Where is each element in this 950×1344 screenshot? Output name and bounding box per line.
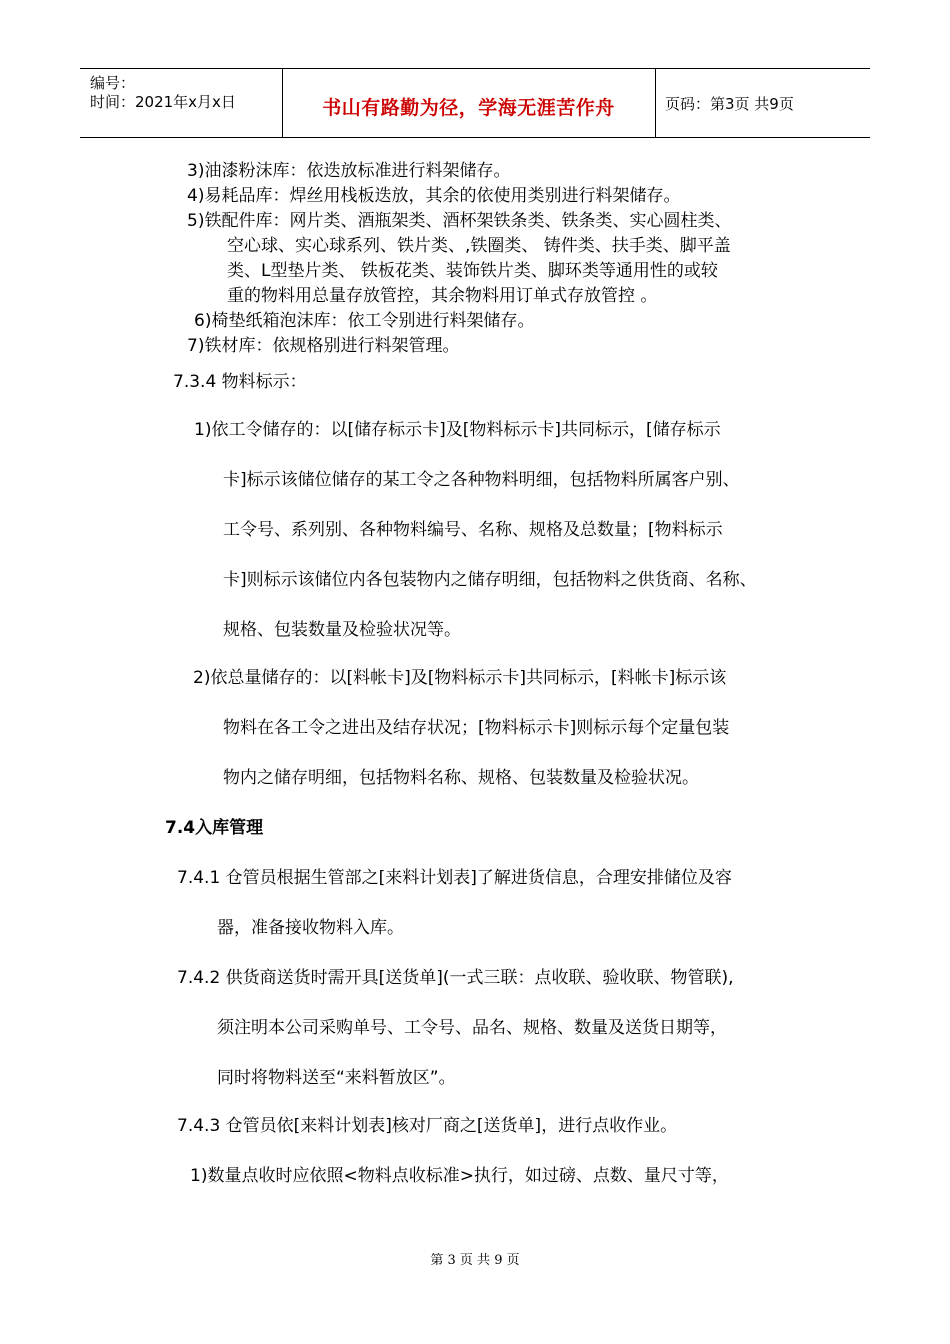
header-motto-cell	[282, 69, 656, 137]
text-line: 3)油漆粉沫库：依迭放标准进行料架储存。	[187, 161, 511, 181]
text-line: 类、L型垫片类、 铁板花类、装饰铁片类、脚环类等通用性的或较	[227, 261, 718, 281]
text-line: 1)数量点收时应依照<物料点收标准>执行，如过磅、点数、量尺寸等，	[190, 1166, 729, 1186]
header-table	[80, 68, 870, 138]
text-line: 5)铁配件库：网片类、酒瓶架类、酒杯架铁条类、铁条类、实心圆柱类、	[187, 211, 732, 231]
text-line: 4)易耗品库：焊丝用栈板迭放，其余的依使用类别进行料架储存。	[187, 186, 681, 206]
text-line: 工令号、系列别、各种物料编号、名称、规格及总数量；[物料标示	[223, 520, 723, 540]
page-number-label: 页码：第3页 共9页	[665, 95, 794, 113]
text-line: 物料在各工令之进出及结存状况；[物料标示卡]则标示每个定量包装	[223, 718, 730, 738]
document-number-label: 编号：	[90, 74, 136, 92]
page-footer: 第 3 页 共 9 页	[430, 1253, 520, 1268]
text-line: 7.4.3 仓管员依[来料计划表]核对厂商之[送货单]，进行点收作业。	[177, 1116, 678, 1136]
header-page-cell	[655, 69, 870, 137]
text-line: 卡]标示该储位储存的某工令之各种物料明细，包括物料所属客户别、	[223, 470, 740, 490]
text-line: 物内之储存明细，包括物料名称、规格、包装数量及检验状况。	[223, 768, 699, 788]
section-heading: 7.4入库管理	[165, 818, 264, 838]
motto-text: 书山有路勤为径，学海无涯苦作舟	[322, 97, 615, 119]
section-heading: 7.3.4 物料标示：	[173, 372, 307, 392]
text-line: 卡]则标示该储位内各包装物内之储存明细，包括物料之供货商、名称、	[223, 570, 757, 590]
text-line: 同时将物料送至“来料暂放区”。	[217, 1068, 456, 1088]
text-line: 7.4.2 供货商送货时需开具[送货单](一式三联：点收联、验收联、物管联),	[177, 968, 734, 988]
header-info-cell	[80, 69, 283, 137]
text-line: 规格、包装数量及检验状况等。	[223, 620, 461, 640]
text-line: 2)依总量储存的：以[料帐卡]及[物料标示卡]共同标示，[料帐卡]标示该	[193, 668, 727, 688]
document-time-label: 时间：2021年x月x日	[90, 93, 236, 111]
text-line: 空心球、实心球系列、铁片类、,铁圈类、 铸件类、扶手类、脚平盖	[227, 236, 731, 256]
text-line: 重的物料用总量存放管控，其余物料用订单式存放管控 。	[227, 286, 658, 306]
text-line: 7.4.1 仓管员根据生管部之[来料计划表]了解进货信息，合理安排储位及容	[177, 868, 732, 888]
text-line: 1)依工令储存的：以[储存标示卡]及[物料标示卡]共同标示，[储存标示	[194, 420, 721, 440]
text-line: 7)铁材库：依规格别进行料架管理。	[187, 336, 460, 356]
text-line: 须注明本公司采购单号、工令号、品名、规格、数量及送货日期等，	[217, 1018, 727, 1038]
text-line: 器，准备接收物料入库。	[217, 918, 404, 938]
text-line: 6)椅垫纸箱泡沫库：依工令别进行料架储存。	[194, 311, 535, 331]
